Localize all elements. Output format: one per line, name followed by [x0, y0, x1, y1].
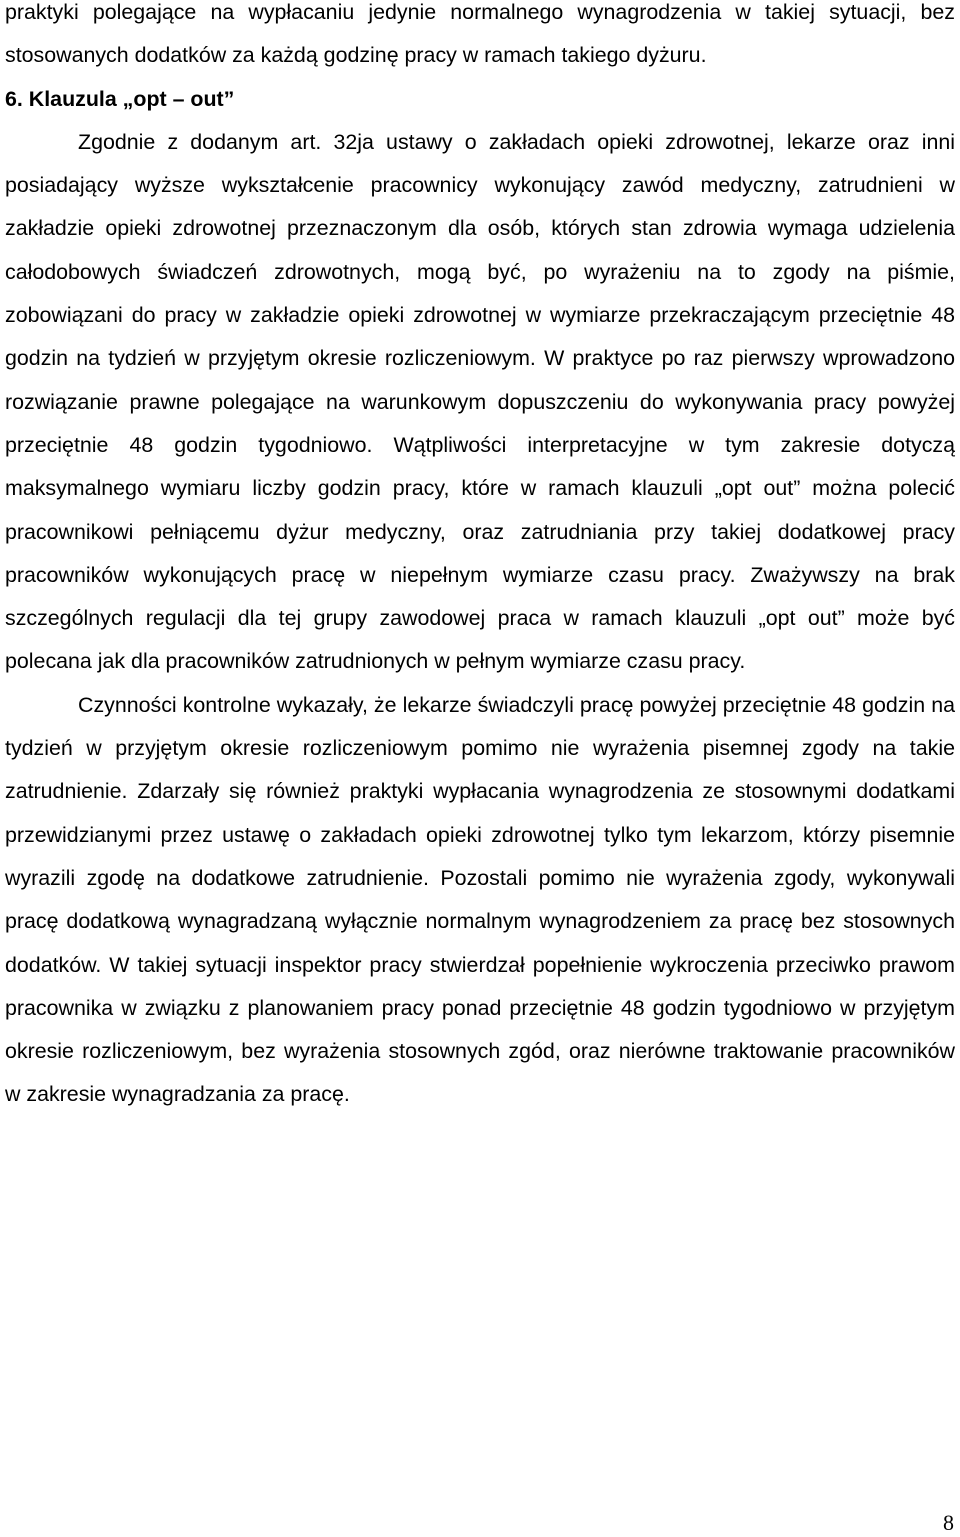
- document-page: [5, 0, 955, 1117]
- paragraph-inspection: Czynności kontrolne wykazały, że lekarze świadczyli pracę powyżej przeciętnie 48 godzin na tydzień w przyjętym okresie rozliczeniowym pomimo nie wyrażenia pisemnej zgody na takie zatrudnienie. Zdarzały się również praktyki wypłacania wynagrodzenia ze stosownymi dodatkami przewidzianymi przez ustawę o zakładach opieki zdrowotnej tylko tym lekarzom, którzy pisemnie wyrazili zgodę na dodatkowe zatrudnienie. Pozostali pomimo nie wyrażenia zgody, wykonywali pracę dodatkową wynagradzaną wyłącznie normalnym wynagrodzeniem za pracę bez stosownych dodatków. W takiej sytuacji inspektor pracy stwierdzał popełnienie wykroczenia przeciwko prawom pracownika w związku z planowaniem pracy ponad przeciętnie 48 godzin tygodniowo w przyjętym okresie rozliczeniowym, bez wyrażenia stosownych zgód, oraz nierówne traktowanie pracowników w zakresie wynagradzania za pracę.: [5, 692, 955, 1107]
- section-heading: 6. Klauzula „opt – out”: [5, 86, 235, 111]
- paragraph-opt-out: Zgodnie z dodanym art. 32ja ustawy o zakładach opieki zdrowotnej, lekarze oraz inni posiadający wyższe wykształcenie pracownicy wykonujący zawód medyczny, zatrudnieni w zakładzie opieki zdrowotnej przeznaczonym dla osób, których stan zdrowia wymaga udzielenia całodobowych świadczeń zdrowotnych, mogą być, po wyrażeniu na to zgody na piśmie, zobowiązani do pracy w zakładzie opieki zdrowotnej w wymiarze przekraczającym przeciętnie 48 godzin na tydzień w przyjętym okresie rozliczeniowym. W praktyce po raz pierwszy wprowadzono rozwiązanie prawne polegające na warunkowym dopuszczeniu do wykonywania pracy powyżej przeciętnie 48 godzin tygodniowo. Wątpliwości interpretacyjne w tym zakresie dotyczą maksymalnego wymiaru liczby godzin pracy, które w ramach klauzuli „opt out” można polecić pracownikowi pełniącemu dyżur medyczny, oraz zatrudniania przy takiej dodatkowej pracy pracowników wykonujących pracę w niepełnym wymiarze czasu pracy. Zważywszy na brak szczególnych regulacji dla tej grupy zawodowej praca w ramach klauzuli „opt out” może być polecana jak dla pracowników zatrudnionych w pełnym wymiarze czasu pracy.: [5, 129, 955, 674]
- page-number: 8: [943, 1510, 954, 1535]
- paragraph-continuation: praktyki polegające na wypłacaniu jedynie normalnego wynagrodzenia w takiej sytuacji, bez stosowanych dodatków za każdą godzinę pracy w ramach takiego dyżuru.: [5, 0, 955, 68]
